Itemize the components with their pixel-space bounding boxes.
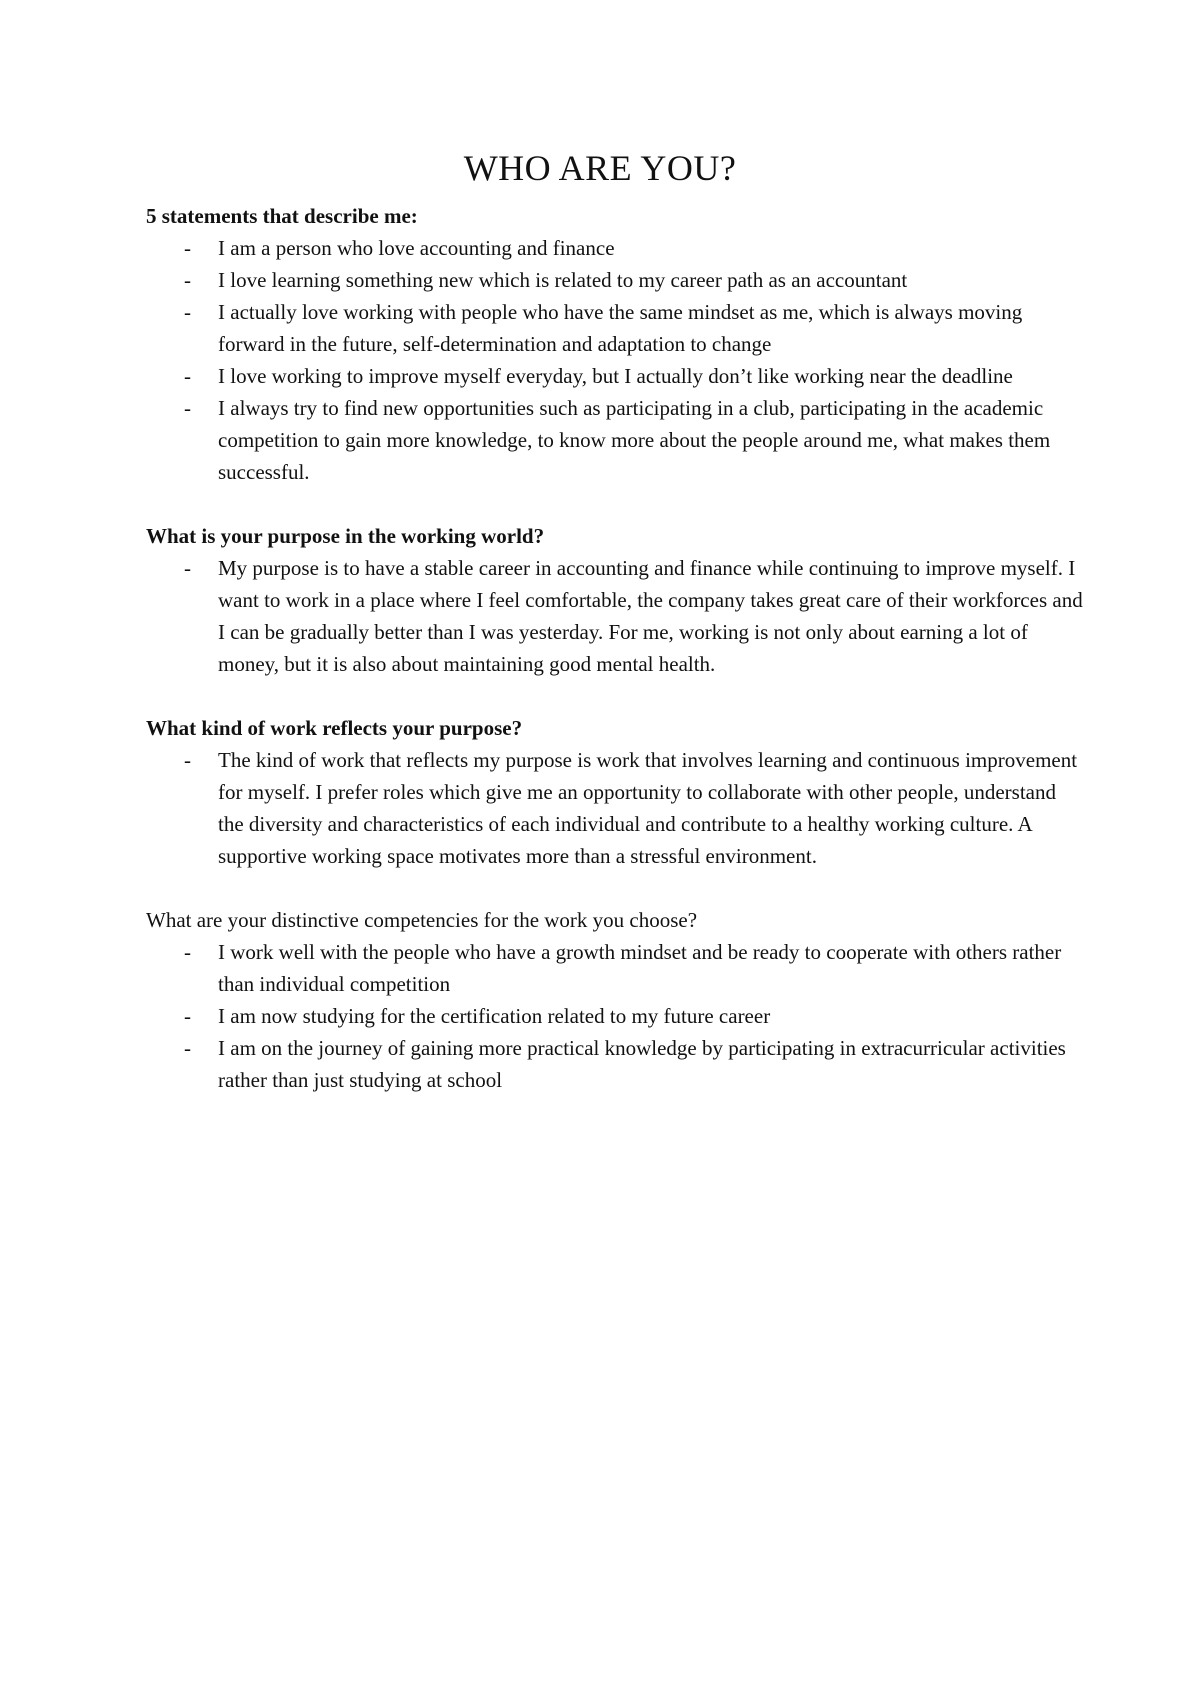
section-heading-work-kind: What kind of work reflects your purpose? <box>146 716 523 740</box>
list-item <box>146 232 1086 264</box>
section-spacer <box>146 872 1086 904</box>
list-item <box>146 392 1086 488</box>
purpose-list <box>146 552 1086 680</box>
list-item <box>146 264 1086 296</box>
page-title: WHO ARE YOU? <box>463 148 737 188</box>
list-item-text: I am a person who love accounting and finance <box>218 236 615 260</box>
dash-bullet: - <box>184 268 191 292</box>
list-item-text: The kind of work that reflects my purpose is work that involves learning and continuous improvement for myself. I prefer roles which give me an opportunity to collaborate with other people, understand the diversity and characteristics of each individual and contribute to a healthy working culture. A supportive working space motivates more than a stressful environment. <box>218 748 1078 868</box>
list-item <box>146 360 1086 392</box>
list-item <box>146 296 1086 360</box>
section-spacer <box>146 680 1086 712</box>
list-item-text: I love learning something new which is related to my career path as an accountant <box>218 268 908 292</box>
dash-bullet: - <box>184 300 191 324</box>
list-item-text: I am on the journey of gaining more practical knowledge by participating in extracurricular activities rather than just studying at school <box>218 1036 1066 1092</box>
dash-bullet: - <box>184 1036 191 1060</box>
list-item-text: I love working to improve myself everyday, but I actually don’t like working near the deadline <box>218 364 1013 388</box>
list-item-text: I always try to find new opportunities such as participating in a club, participating in the academic competition to gain more knowledge, to know more about the people around me, what makes them successful. <box>218 396 1051 484</box>
list-item <box>146 1032 1086 1096</box>
list-item-text: I am now studying for the certification related to my future career <box>218 1004 771 1028</box>
list-item <box>146 552 1086 680</box>
dash-bullet: - <box>184 236 191 260</box>
list-item <box>146 744 1086 872</box>
statements-list <box>146 232 1086 488</box>
section-heading-statements: 5 statements that describe me: <box>146 204 418 228</box>
dash-bullet: - <box>184 364 191 388</box>
dash-bullet: - <box>184 396 191 420</box>
work-kind-list <box>146 744 1086 872</box>
list-item <box>146 936 1086 1000</box>
list-item-text: I work well with the people who have a growth mindset and be ready to cooperate with others rather than individual competition <box>218 940 1062 996</box>
list-item <box>146 1000 1086 1032</box>
dash-bullet: - <box>184 748 191 772</box>
section-spacer <box>146 488 1086 520</box>
section-heading-competencies: What are your distinctive competencies for the work you choose? <box>146 908 698 932</box>
dash-bullet: - <box>184 940 191 964</box>
list-item-text: My purpose is to have a stable career in accounting and finance while continuing to improve myself. I want to work in a place where I feel comfortable, the company takes great care of their workforces and I can be gradually better than I was yesterday. For me, working is not only about earning a lot of money, but it is also about maintaining good mental health. <box>218 556 1083 676</box>
dash-bullet: - <box>184 556 191 580</box>
dash-bullet: - <box>184 1004 191 1028</box>
section-heading-purpose: What is your purpose in the working world? <box>146 524 545 548</box>
competencies-list <box>146 936 1086 1096</box>
list-item-text: I actually love working with people who have the same mindset as me, which is always moving forward in the future, self-determination and adaptation to change <box>218 300 1023 356</box>
document-body <box>146 200 1086 1096</box>
